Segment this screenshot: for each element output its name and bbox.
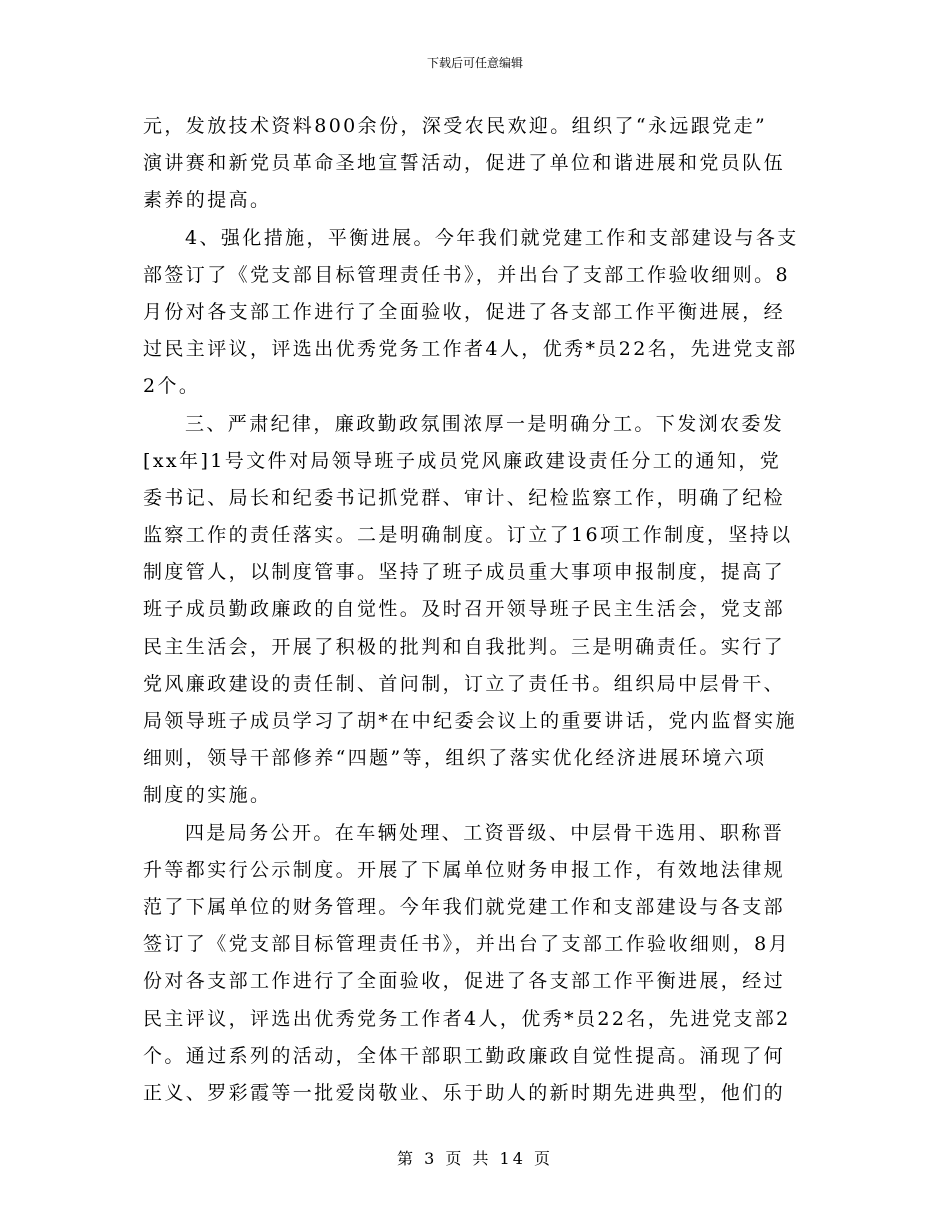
text-line: 2个。 [143, 375, 201, 398]
body-text [143, 108, 808, 1112]
text-line: 升等都实行公示制度。开展了下属单位财务申报工作，有效地法律规 [143, 858, 786, 881]
text-line: 份对各支部工作进行了全面验收，促进了各支部工作平衡进展，经过 [143, 970, 786, 993]
text-line: 演讲赛和新党员革命圣地宣誓活动，促进了单位和谐进展和党员队伍 [143, 152, 786, 175]
text-line: 制度管人，以制度管事。坚持了班子成员重大事项申报制度，提高了 [143, 561, 786, 584]
text-line: 4、强化措施，平衡进展。今年我们就党建工作和支部建设与各支 [185, 226, 799, 249]
text-line: 班子成员勤政廉政的自觉性。及时召开领导班子民主生活会，党支部 [143, 598, 786, 621]
text-line: 素养的提高。 [143, 189, 272, 212]
text-line: 民主评议，评选出优秀党务工作者4人，优秀*员22名，先进党支部2 [143, 1007, 791, 1030]
text-line: 过民主评议，评选出优秀党务工作者4人，优秀*员22名，先进党支部 [143, 338, 798, 361]
text-line: 党风廉政建设的责任制、首问制，订立了责任书。组织局中层骨干、 [143, 672, 786, 695]
text-line: 月份对各支部工作进行了全面验收，促进了各支部工作平衡进展，经 [143, 300, 786, 323]
text-line: 签订了《党支部目标管理责任书》，并出台了支部工作验收细则，8月 [143, 933, 790, 956]
text-line: 局领导班子成员学习了胡*在中纪委会议上的重要讲话，党内监督实施 [143, 710, 797, 732]
text-line: 部签订了《党支部目标管理责任书》，并出台了支部工作验收细则。8 [143, 263, 790, 286]
text-line: 正义、罗彩霞等一批爱岗敬业、乐于助人的新时期先进典型，他们的 [143, 1081, 786, 1104]
text-line: 元，发放技术资料800余份，深受农民欢迎。组织了“永远跟党走” [143, 115, 768, 137]
text-line: 民主生活会，开展了积极的批判和自我批判。三是明确责任。实行了 [143, 635, 786, 658]
text-line: 范了下属单位的财务管理。今年我们就党建工作和支部建设与各支部 [143, 895, 786, 918]
text-line: 委书记、局长和纪委书记抓党群、审计、纪检监察工作，明确了纪检 [143, 486, 786, 509]
page-header: 下载后可任意编辑 [426, 56, 523, 70]
text-line: 细则，领导干部修养“四题”等，组织了落实优化经济进展环境六项 [143, 747, 767, 770]
text-line: 四是局务公开。在车辆处理、工资晋级、中层骨干选用、职称晋 [185, 821, 785, 844]
text-line: 个。通过系列的活动，全体干部职工勤政廉政自觉性提高。涌现了何 [143, 1044, 786, 1067]
text-line: [xx年]1号文件对局领导班子成员党风廉政建设责任分工的通知，党 [143, 449, 782, 472]
text-line: 制度的实施。 [143, 784, 272, 807]
page-number-footer: 第 3 页 共 14 页 [397, 1149, 553, 1168]
text-line: 三、严肃纪律，廉政勤政氛围浓厚一是明确分工。下发浏农委发 [185, 412, 785, 435]
text-line: 监察工作的责任落实。二是明确制度。订立了16项工作制度，坚持以 [143, 524, 793, 547]
